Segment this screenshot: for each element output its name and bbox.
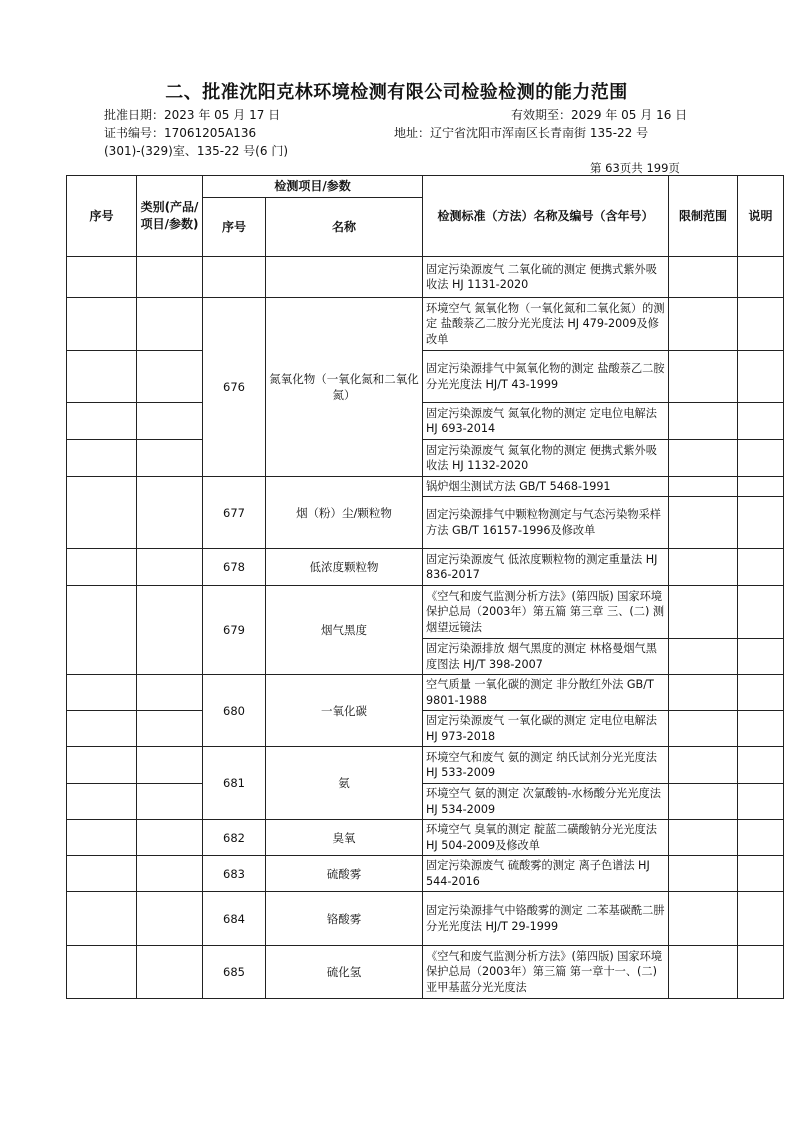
table-row bbox=[67, 747, 784, 784]
standard-cell: 环境空气 氨的测定 次氯酸钠-水杨酸分光光度法 HJ 534-2009 bbox=[423, 784, 669, 820]
item-name: 铬酸雾 bbox=[266, 892, 423, 946]
header-item-group: 检测项目/参数 bbox=[203, 176, 423, 198]
table-row bbox=[67, 675, 784, 711]
item-name: 氨 bbox=[266, 747, 423, 820]
table-row bbox=[67, 549, 784, 586]
item-seq: 684 bbox=[203, 892, 266, 946]
table-row bbox=[67, 711, 784, 747]
standard-cell: 固定污染源废气 氮氧化物的测定 便携式紫外吸收法 HJ 1132-2020 bbox=[423, 440, 669, 477]
standard-cell: 《空气和废气监测分析方法》(第四版) 国家环境保护总局（2003年）第五篇 第三章 三、(二) 测烟望远镜法 bbox=[423, 586, 669, 639]
document-title: 二、批准沈阳克林环境检测有限公司检验检测的能力范围 bbox=[165, 82, 628, 103]
standard-cell: 固定污染源废气 二氧化硫的测定 便携式紫外吸收法 HJ 1131-2020 bbox=[423, 257, 669, 298]
approval-date: 批准日期：2023 年 05 月 17 日 bbox=[104, 108, 281, 122]
standard-cell: 固定污染源废气 硫酸雾的测定 离子色谱法 HJ 544-2016 bbox=[423, 856, 669, 892]
table-row bbox=[67, 403, 784, 440]
table-row bbox=[67, 257, 784, 298]
item-name: 一氧化碳 bbox=[266, 675, 423, 747]
standard-cell: 环境空气和废气 氨的测定 纳氏试剂分光光度法 HJ 533-2009 bbox=[423, 747, 669, 784]
item-seq: 685 bbox=[203, 946, 266, 999]
standard-cell: 环境空气 臭氧的测定 靛蓝二磺酸钠分光光度法 HJ 504-2009及修改单 bbox=[423, 820, 669, 856]
header-limit: 限制范围 bbox=[669, 176, 738, 257]
standard-cell: 固定污染源排气中颗粒物测定与气态污染物采样方法 GB/T 16157-1996及修改单 bbox=[423, 497, 669, 549]
table-row bbox=[67, 820, 784, 856]
table-row bbox=[67, 351, 784, 403]
table-row bbox=[67, 856, 784, 892]
standard-cell: 固定污染源排气中氮氧化物的测定 盐酸萘乙二胺分光光度法 HJ/T 43-1999 bbox=[423, 351, 669, 403]
item-seq: 682 bbox=[203, 820, 266, 856]
standard-cell: 固定污染源废气 低浓度颗粒物的测定重量法 HJ 836-2017 bbox=[423, 549, 669, 586]
standard-cell: 锅炉烟尘测试方法 GB/T 5468-1991 bbox=[423, 477, 669, 497]
standard-cell: 固定污染源废气 氮氧化物的测定 定电位电解法 HJ 693-2014 bbox=[423, 403, 669, 440]
item-seq: 683 bbox=[203, 856, 266, 892]
item-name: 臭氧 bbox=[266, 820, 423, 856]
item-name: 硫酸雾 bbox=[266, 856, 423, 892]
table-row bbox=[67, 892, 784, 946]
standard-cell: 《空气和废气监测分析方法》(第四版) 国家环境保护总局（2003年）第三篇 第一章十一、(二) 亚甲基蓝分光光度法 bbox=[423, 946, 669, 999]
item-seq: 678 bbox=[203, 549, 266, 586]
item-name: 氮氧化物（一氧化氮和二氧化氮） bbox=[266, 298, 423, 477]
table-row bbox=[67, 477, 784, 497]
valid-until: 有效期至：2029 年 05 月 16 日 bbox=[511, 108, 688, 122]
item-seq: 676 bbox=[203, 298, 266, 477]
address-continuation: (301)-(329)室、135-22 号(6 门) bbox=[104, 144, 288, 158]
standard-cell: 固定污染源排放 烟气黑度的测定 林格曼烟气黑度图法 HJ/T 398-2007 bbox=[423, 639, 669, 675]
item-seq: 681 bbox=[203, 747, 266, 820]
address: 地址：辽宁省沈阳市浑南区长青南街 135-22 号 bbox=[394, 126, 649, 140]
item-name: 烟（粉）尘/颗粒物 bbox=[266, 477, 423, 549]
table-row bbox=[67, 298, 784, 351]
standard-cell: 空气质量 一氧化碳的测定 非分散红外法 GB/T 9801-1988 bbox=[423, 675, 669, 711]
header-standard: 检测标准（方法）名称及编号（含年号） bbox=[423, 176, 669, 257]
table-row bbox=[67, 784, 784, 820]
item-name: 硫化氢 bbox=[266, 946, 423, 999]
page-info: 第 63页共 199页 bbox=[590, 161, 680, 175]
standard-cell: 固定污染源废气 一氧化碳的测定 定电位电解法 HJ 973-2018 bbox=[423, 711, 669, 747]
table-row bbox=[67, 586, 784, 639]
table-row bbox=[67, 946, 784, 999]
standard-cell: 环境空气 氮氧化物（一氧化氮和二氧化氮）的测定 盐酸萘乙二胺分光光度法 HJ 479-2009及修改单 bbox=[423, 298, 669, 351]
certificate-number: 证书编号：17061205A136 bbox=[104, 126, 257, 140]
item-name: 低浓度颗粒物 bbox=[266, 549, 423, 586]
header-note: 说明 bbox=[738, 176, 784, 257]
header-item-seq: 序号 bbox=[203, 198, 266, 257]
item-seq: 680 bbox=[203, 675, 266, 747]
standard-cell: 固定污染源排气中铬酸雾的测定 二苯基碳酰二肼分光光度法 HJ/T 29-1999 bbox=[423, 892, 669, 946]
header-seq: 序号 bbox=[67, 176, 137, 257]
item-name: 烟气黑度 bbox=[266, 586, 423, 675]
table-row bbox=[67, 440, 784, 477]
header-item-name: 名称 bbox=[266, 198, 423, 257]
header-category: 类别(产品/项目/参数) bbox=[137, 176, 203, 257]
capability-table bbox=[66, 175, 784, 999]
item-seq: 677 bbox=[203, 477, 266, 549]
item-seq: 679 bbox=[203, 586, 266, 675]
